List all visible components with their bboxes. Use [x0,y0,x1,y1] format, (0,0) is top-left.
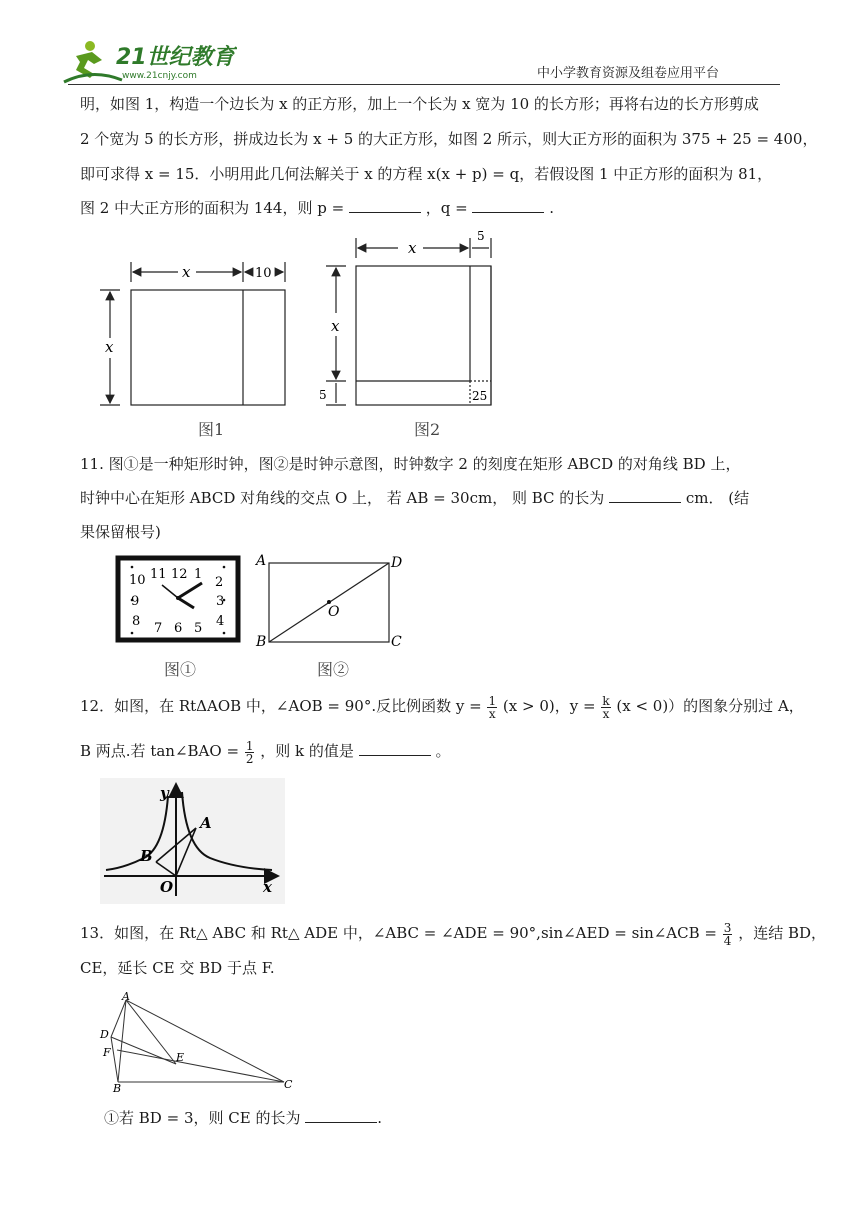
q11-line2 [80,488,749,508]
q11-line2-a: 时钟中心在矩形 ABCD 对角线的交点 O 上， 若 AB = 30cm， 则 BC 的长为 [80,489,605,507]
q12-line2 [80,738,450,764]
fig1-x-left: x [105,338,114,356]
frac1-den: x [488,706,496,721]
q10-line4-a: 图 2 中大正方形的面积为 144，则 p = [80,199,345,217]
page-header [0,0,860,92]
q13-line2: CE，延长 CE 交 BD 于点 F. [80,959,275,977]
answer-blank-p[interactable] [349,198,421,213]
tri-label-b: B [113,1082,122,1094]
answer-blank-ce[interactable] [305,1108,377,1123]
q13-figure [98,990,298,1094]
fig1-ten: 10 [255,266,272,281]
clock-num-10: 10 [129,573,146,588]
q10-line4-b: ，q = [425,199,468,217]
figure-1 [100,262,285,405]
logo-text: 21世纪教育 [116,45,235,70]
q11-figures [112,548,412,684]
fraction-1-over-x [487,695,497,720]
sub1-text-a: 若 BD = 3，则 CE 的长为 [119,1109,301,1127]
fig2-x-top: x [408,239,417,257]
point-label-a: A [200,814,212,832]
sub1-number: ① [104,1109,120,1127]
q10-line1: 明，如图 1，构造一个边长为 x 的正方形，加上一个长为 x 宽为 10 的长方形；再将右边的长方形剪成 [80,95,759,113]
header-platform-text: 中小学教育资源及组卷应用平台 [537,66,720,81]
tri-label-e: E [176,1051,185,1064]
q10-line4 [80,198,554,218]
q13-sub1 [104,1108,382,1128]
tri-label-a: A [122,990,130,1003]
label-a: A [256,553,267,569]
sub1-text-b: . [377,1109,383,1127]
q10-line4-c: . [549,199,555,217]
axis-label-y: y [160,784,169,802]
logo [62,38,237,86]
fraction-1-over-2 [245,740,255,765]
clock-num-9: 9 [131,594,140,609]
clock-num-1: 1 [194,567,203,582]
q12-line2-c: 。 [435,742,451,760]
label-b: B [256,634,267,650]
q12-line1 [80,693,804,719]
frac-num: 3 [723,920,732,935]
label-d: D [391,555,403,571]
fig2-x-left: x [331,317,340,335]
q12-line1-b: (x > 0)，y = [502,697,596,715]
q11-line3: 果保留根号) [80,523,161,541]
frac-den: 4 [723,933,732,948]
q13-line1-b: ，连结 BD， [738,924,827,942]
clock-num-12: 12 [171,567,188,582]
q11-line1: 11. 图①是一种矩形时钟，图②是时钟示意图，时钟数字 2 的刻度在矩形 ABCD 的对角线 BD 上， [80,455,741,473]
fraction-k-over-x [601,695,610,720]
frac3-num: 1 [245,738,254,753]
tri-label-d: D [100,1028,109,1041]
clock-num-2: 2 [215,575,224,590]
q10-line3: 即可求得 x = 15．小明用此几何法解关于 x 的方程 x(x + p) = q，若假设图 1 中正方形的面积为 81， [80,165,773,183]
frac2-den: x [602,706,610,721]
fig1-caption: 图1 [198,420,225,439]
frac2-num: k [602,693,610,708]
clock-num-3: 3 [216,594,225,609]
answer-blank-q[interactable] [472,198,544,213]
q12-line2-a: B 两点.若 tan∠BAO = [80,742,240,760]
q12-line1-a: 12．如图，在 RtΔAOB 中，∠AOB = 90°.反比例函数 y = [80,697,482,715]
answer-blank-bc[interactable] [609,488,681,503]
q13-line1 [80,920,826,946]
fraction-3-over-4 [723,922,733,947]
fig1-x-top: x [182,263,191,281]
fig2-five-top: 5 [477,229,485,243]
q12-line2-b: ，则 k 的值是 [260,742,354,760]
clock-num-5: 5 [194,621,203,636]
frac1-num: 1 [488,693,497,708]
clock-num-11: 11 [150,567,167,582]
label-c: C [391,634,402,650]
logo-url: www.21cnjy.com [122,71,197,81]
fig2-corner-25: 25 [472,389,488,403]
rect-caption: 图② [317,660,350,679]
header-divider [68,84,780,85]
runner-icon [64,41,122,82]
fig2-caption: 图2 [414,420,441,439]
clock-num-4: 4 [216,614,225,629]
point-label-b: B [140,847,153,865]
q12-line1-c: (x < 0)）的图象分别过 A， [616,697,804,715]
point-label-o: O [160,878,174,896]
clock-num-6: 6 [174,621,183,636]
q10-figures [98,228,498,442]
tri-label-f: F [103,1046,111,1059]
clock-num-7: 7 [154,621,163,636]
frac3-den: 2 [245,751,254,766]
clock-caption: 图① [164,660,197,679]
q10-line2: 2 个宽为 5 的长方形，拼成边长为 x + 5 的大正方形，如图 2 所示，则大正方形的面积为 375 + 25 = 400， [80,130,818,148]
q11-line2-b: cm． (结 [685,489,750,507]
q12-graph [100,778,285,904]
label-o: O [328,604,340,620]
figure-2 [326,238,491,405]
tri-label-c: C [284,1078,293,1091]
q13-line1-a: 13．如图，在 Rt△ ABC 和 Rt△ ADE 中，∠ABC = ∠ADE = 90°,sin∠AED = sin∠ACB = [80,924,717,942]
clock-num-8: 8 [132,614,141,629]
answer-blank-k[interactable] [359,741,431,756]
axis-label-x: x [263,878,272,896]
fig2-five-left: 5 [319,388,327,402]
